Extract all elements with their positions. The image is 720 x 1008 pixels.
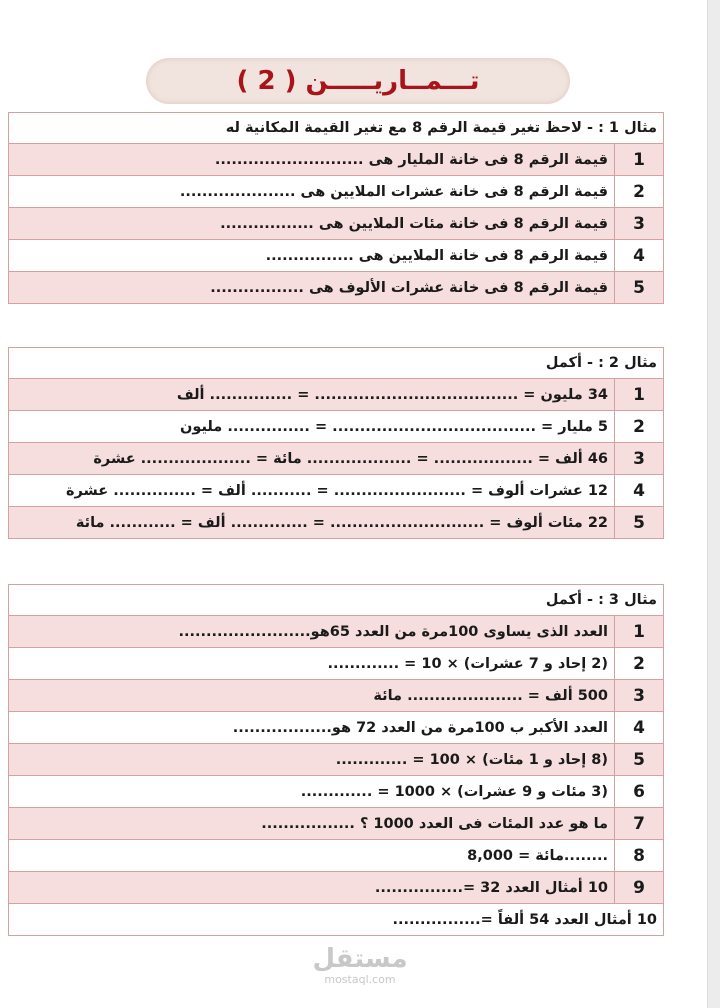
row-number: 2 (615, 648, 664, 680)
table-row (9, 840, 664, 872)
exercise-2-header-row (9, 348, 664, 379)
exercise-1-header-row (9, 113, 664, 144)
exercise-3-header-row (9, 585, 664, 616)
table-row (9, 411, 664, 443)
row-number: 1 (615, 616, 664, 648)
title-banner (146, 58, 570, 104)
row-text: ما هو عدد المئات فى العدد 1000 ؟ ................. (9, 808, 615, 840)
row-number: 4 (615, 712, 664, 744)
row-text: قيمة الرقم 8 فى خانة مئات الملايين هى ................. (9, 208, 615, 240)
exercise-3-table (8, 584, 664, 936)
row-number: 1 (615, 379, 664, 411)
row-number: 2 (615, 176, 664, 208)
exercise-1-header: مثال 1 : - لاحظ تغير قيمة الرقم 8 مع تغير القيمة المكانية له (9, 113, 664, 144)
table-row (9, 872, 664, 904)
row-text: قيمة الرقم 8 فى خانة عشرات الملايين هى ..................... (9, 176, 615, 208)
row-number: 3 (615, 208, 664, 240)
row-text: قيمة الرقم 8 فى خانة عشرات الألوف هى ................. (9, 272, 615, 304)
row-number: 6 (615, 776, 664, 808)
page-scrollbar[interactable] (707, 0, 720, 1008)
mostaql-watermark (310, 944, 410, 986)
row-number: 4 (615, 475, 664, 507)
row-text: العدد الأكبر ب 100مرة من العدد 72 هو.................. (9, 712, 615, 744)
row-text: ........مائة = 8,000 (9, 840, 615, 872)
exercise-2-header: مثال 2 : - أكمل (9, 348, 664, 379)
row-text: العدد الذى يساوى 100مرة من العدد 65هو........................ (9, 616, 615, 648)
row-text: 5 مليار = ..................................... = ............... مليون (9, 411, 615, 443)
row-text: (8 إحاد و 1 مئات) × 100 = ............. (9, 744, 615, 776)
row-text: 34 مليون = ..................................... = ............... ألف (9, 379, 615, 411)
exercise-1-table (8, 112, 664, 304)
table-row (9, 776, 664, 808)
row-number: 5 (615, 744, 664, 776)
watermark-logo: مستقل (312, 944, 408, 974)
page-title: تـــمــاريـــــن ( 2 ) (236, 66, 480, 96)
exercise-2-table (8, 347, 664, 539)
row-number: 9 (615, 872, 664, 904)
row-number: 5 (615, 272, 664, 304)
row-number: 5 (615, 507, 664, 539)
table-row (9, 208, 664, 240)
table-row (9, 240, 664, 272)
table-row (9, 443, 664, 475)
table-row (9, 712, 664, 744)
row-text: قيمة الرقم 8 فى خانة الملايين هى ................ (9, 240, 615, 272)
row-text: (2 إحاد و 7 عشرات) × 10 = ............. (9, 648, 615, 680)
row-text: 500 ألف = ..................... مائة (9, 680, 615, 712)
table-row (9, 144, 664, 176)
exercise-3-header: مثال 3 : - أكمل (9, 585, 664, 616)
row-text: 22 مئات ألوف = ............................ = .............. ألف = ............ مائة (9, 507, 615, 539)
row-text: (3 مئات و 9 عشرات) × 1000 = ............. (9, 776, 615, 808)
table-row (9, 272, 664, 304)
row-number: 8 (615, 840, 664, 872)
row-text: قيمة الرقم 8 فى خانة المليار هى ........................... (9, 144, 615, 176)
table-row (9, 648, 664, 680)
table-row (9, 808, 664, 840)
row-number: 3 (615, 443, 664, 475)
table-row (9, 507, 664, 539)
row-text: 46 ألف = .................. = ................... مائة = .................... عشرة (9, 443, 615, 475)
row-number: 1 (615, 144, 664, 176)
row-number: 3 (615, 680, 664, 712)
row-text: 10 أمثال العدد 32 =................ (9, 872, 615, 904)
table-row (9, 680, 664, 712)
watermark-url: mostaql.com (324, 973, 396, 986)
row-number: 7 (615, 808, 664, 840)
table-row (9, 475, 664, 507)
row-text: 12 عشرات ألوف = ........................ = ........... ألف = ............... عشرة (9, 475, 615, 507)
row-number: 4 (615, 240, 664, 272)
table-row (9, 176, 664, 208)
table-row (9, 904, 664, 936)
table-row (9, 616, 664, 648)
table-row (9, 744, 664, 776)
row-number: 2 (615, 411, 664, 443)
row-text: 10 أمثال العدد 54 ألفاً =................ (9, 904, 664, 936)
table-row (9, 379, 664, 411)
